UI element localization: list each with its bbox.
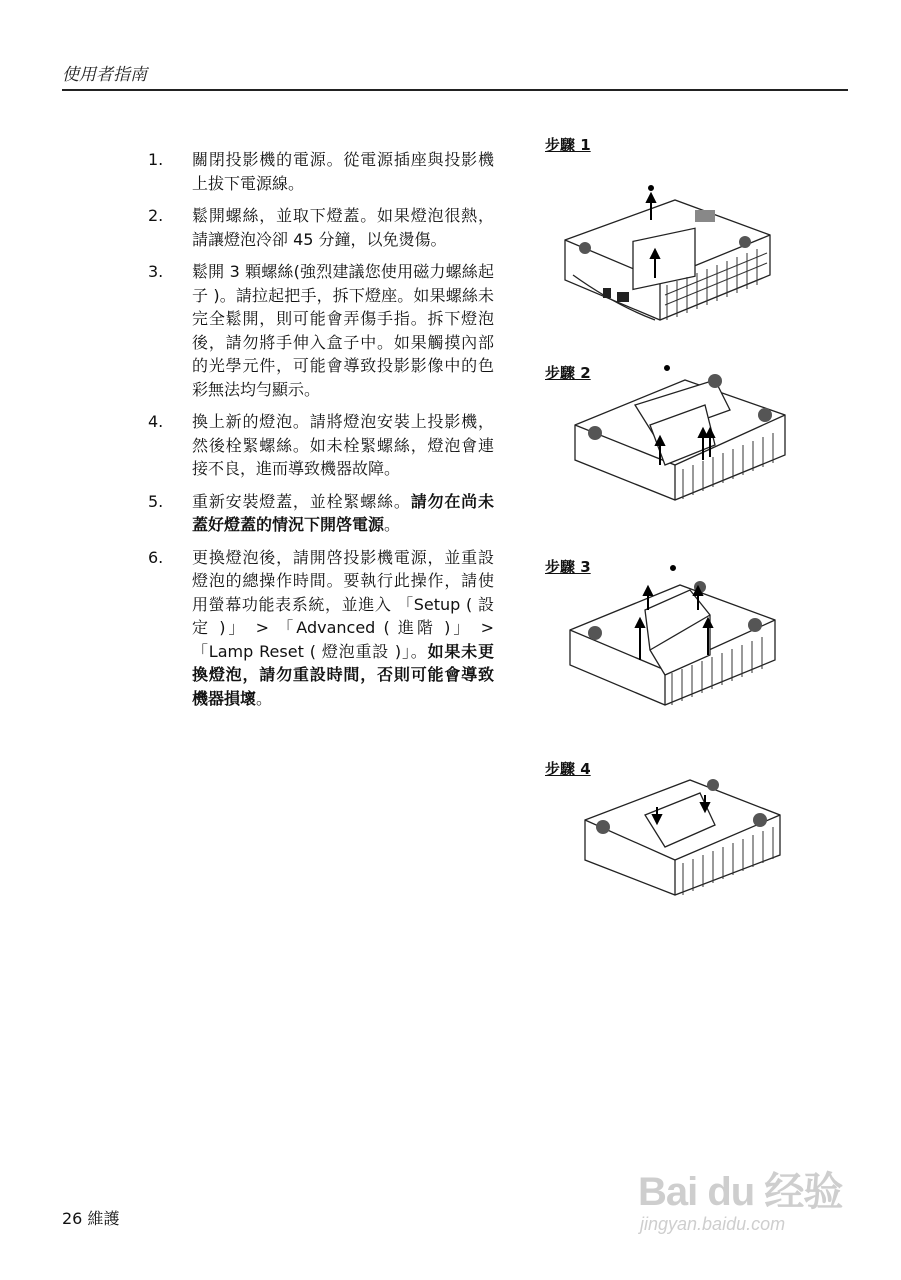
step-item <box>148 546 494 711</box>
footer-page: 26 維護 <box>62 1209 120 1228</box>
step-text <box>192 260 494 401</box>
step-item <box>148 490 494 537</box>
step-item <box>148 148 494 195</box>
step-text-body: 更換燈泡後，請開啓投影機電源，並重設燈泡的總操作時間。要執行此操作，請使用螢幕功能表系統，並進入 「Setup ( 設定 )」 > 「Advanced ( 進階 )」 > 「Lamp Reset ( 燈泡重設 )」。 <box>192 547 494 661</box>
watermark-logo: Bai du 经验 <box>638 1170 843 1214</box>
step-text-body: 關閉投影機的電源。從電源插座與投影機上拔下電源線。 <box>192 150 494 193</box>
step-item <box>148 204 494 251</box>
projector-illustration-step-4 <box>575 765 790 920</box>
step-text-body: 鬆開 3 顆螺絲(強烈建議您使用磁力螺絲起子 )。請拉起把手，拆下燈座。如果螺絲未完全鬆開，則可能會弄傷手指。拆下燈泡後，請勿將手伸入盒子中。如果觸摸內部的光學元件，可能會導致投影影像中的色彩無法均勻顯示。 <box>192 262 494 399</box>
step-text-body: 換上新的燈泡。請將燈泡安裝上投影機，然後栓緊螺絲。如未栓緊螺絲，燈泡會連接不良，進而導致機器故障。 <box>192 412 494 478</box>
step-text-body: 鬆開螺絲，並取下燈蓋。如果燈泡很熱，請讓燈泡冷卻 45 分鐘，以免燙傷。 <box>192 206 494 249</box>
step-number: 5. <box>148 491 164 511</box>
header-rule <box>62 89 848 91</box>
step-text <box>192 490 494 537</box>
step-text <box>192 204 494 251</box>
step-text-tail: 。 <box>384 515 401 534</box>
step-label-4: 步驟 4 <box>545 760 591 778</box>
projector-illustration-step-1 <box>555 180 785 345</box>
step-number: 2. <box>148 206 164 225</box>
steps-list <box>148 148 494 719</box>
step-item <box>148 410 494 481</box>
step-text <box>192 546 494 711</box>
step-text-tail: 。 <box>256 688 273 708</box>
step-number: 4. <box>148 412 164 431</box>
step-warning: 如果未更換燈泡，請勿重設時間，否則可能會導致機器損壞 <box>192 641 494 708</box>
step-warning: 請勿在尚未蓋好燈蓋的情況下開啓電源 <box>192 491 494 534</box>
step-number: 6. <box>148 547 164 567</box>
step-label-2: 步驟 2 <box>545 364 591 382</box>
projector-illustration-step-2 <box>565 365 795 515</box>
step-text <box>192 410 494 481</box>
step-text <box>192 148 494 195</box>
step-label-3: 步驟 3 <box>545 558 591 576</box>
step-number: 3. <box>148 262 164 281</box>
step-text-body: 重新安裝燈蓋，並栓緊螺絲。 <box>192 491 411 511</box>
step-label-1: 步驟 1 <box>545 136 591 154</box>
step-item <box>148 260 494 401</box>
watermark-url: jingyan.baidu.com <box>640 1214 786 1234</box>
step-number: 1. <box>148 150 164 169</box>
baidu-jingyan-watermark <box>638 1148 853 1248</box>
header-title: 使用者指南 <box>62 65 147 85</box>
projector-illustration-step-3 <box>560 565 785 730</box>
